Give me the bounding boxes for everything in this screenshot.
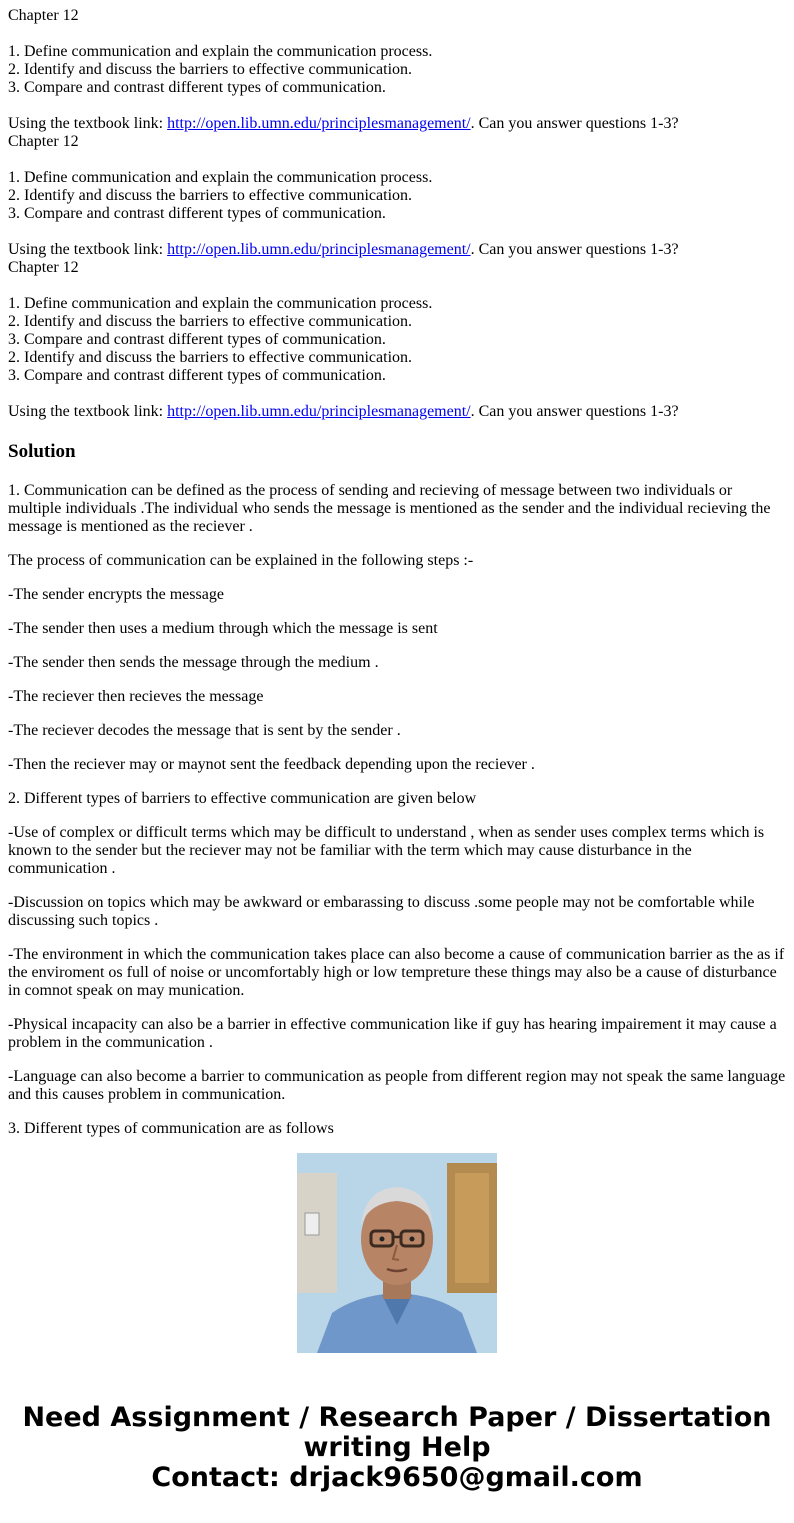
question-item: 2. Identify and discuss the barriers to effective communication. <box>8 349 413 366</box>
prompt-suffix: . Can you answer questions 1-3? <box>470 241 679 258</box>
help-banner-line: Need Assignment / Research Paper / Dissertation writing Help <box>22 1402 772 1463</box>
chapter-heading: Chapter 12 <box>8 7 79 24</box>
question-item: 3. Compare and contrast different types of communication. <box>8 331 386 348</box>
prompt-suffix: . Can you answer questions 1-3? <box>470 115 679 132</box>
solution-paragraph: -The environment in which the communication takes place can also become a cause of communication barrier as the as if the enviroment os full of noise or uncomfortably high or low tempreture these things may also be a cause of disturbance in comnot speak on may munication. <box>8 946 785 999</box>
question-item: 2. Identify and discuss the barriers to effective communication. <box>8 313 413 330</box>
solution-paragraph: 3. Different types of communication are as follows <box>8 1120 334 1137</box>
question-item: 1. Define communication and explain the communication process. <box>8 169 433 186</box>
textbook-link[interactable]: http://open.lib.umn.edu/principlesmanagement/ <box>167 403 471 420</box>
solution-paragraph: -Physical incapacity can also be a barrier in effective communication like if guy has hearing impairement it may cause a problem in the communication . <box>8 1016 777 1051</box>
question-block <box>8 133 788 259</box>
chapter-heading: Chapter 12 <box>8 259 79 276</box>
textbook-link[interactable]: http://open.lib.umn.edu/principlesmanagement/ <box>167 115 471 132</box>
question-block <box>8 7 788 133</box>
textbook-prompt <box>8 241 788 259</box>
document-content <box>8 7 788 1137</box>
question-item: 3. Compare and contrast different types of communication. <box>8 79 386 96</box>
tutor-avatar <box>297 1153 497 1353</box>
prompt-prefix: Using the textbook link: <box>8 403 168 420</box>
textbook-prompt <box>8 403 788 421</box>
solution-paragraph: -The reciever decodes the message that is sent by the sender . <box>8 722 401 739</box>
solution-heading: Solution <box>8 441 76 462</box>
question-item: 2. Identify and discuss the barriers to effective communication. <box>8 187 413 204</box>
solution-paragraph: 1. Communication can be defined as the process of sending and recieving of message between two individuals or multiple individuals .The individual who sends the message is mentioned as the sender and the individual recieving the message is mentioned as the reciever . <box>8 482 771 535</box>
solution-paragraph: -The reciever then recieves the message <box>8 688 264 705</box>
contact-email: Contact: drjack9650@gmail.com <box>151 1462 643 1493</box>
solution-paragraph: -Language can also become a barrier to communication as people from different region may not speak the same language and this causes problem in communication. <box>8 1068 786 1103</box>
question-item: 3. Compare and contrast different types of communication. <box>8 367 386 384</box>
solution-paragraph: -The sender then sends the message through the medium . <box>8 654 379 671</box>
solution-paragraph: The process of communication can be explained in the following steps :- <box>8 552 474 569</box>
solution-paragraph: -Discussion on topics which may be awkward or embarassing to discuss .some people may not be comfortable while discussing such topics . <box>8 894 755 929</box>
textbook-link[interactable]: http://open.lib.umn.edu/principlesmanagement/ <box>167 241 471 258</box>
help-banner <box>0 1403 794 1493</box>
question-item: 1. Define communication and explain the communication process. <box>8 43 433 60</box>
question-item: 2. Identify and discuss the barriers to effective communication. <box>8 61 413 78</box>
solution-paragraph: -The sender then uses a medium through which the message is sent <box>8 620 438 637</box>
question-block <box>8 259 788 421</box>
chapter-heading: Chapter 12 <box>8 133 79 150</box>
prompt-prefix: Using the textbook link: <box>8 241 168 258</box>
textbook-prompt <box>8 115 788 133</box>
solution-paragraph: -Then the reciever may or maynot sent the feedback depending upon the reciever . <box>8 756 535 773</box>
prompt-prefix: Using the textbook link: <box>8 115 168 132</box>
question-item: 3. Compare and contrast different types of communication. <box>8 205 386 222</box>
solution-paragraph: 2. Different types of barriers to effective communication are given below <box>8 790 477 807</box>
tutor-portrait-icon <box>297 1153 497 1353</box>
solution-body <box>8 482 788 1138</box>
prompt-suffix: . Can you answer questions 1-3? <box>470 403 679 420</box>
question-item: 1. Define communication and explain the communication process. <box>8 295 433 312</box>
solution-paragraph: -The sender encrypts the message <box>8 586 224 603</box>
solution-paragraph: -Use of complex or difficult terms which may be difficult to understand , when as sender uses complex terms which is known to the sender but the reciever may not be familiar with the term which may cause disturbance in the communication . <box>8 824 765 877</box>
